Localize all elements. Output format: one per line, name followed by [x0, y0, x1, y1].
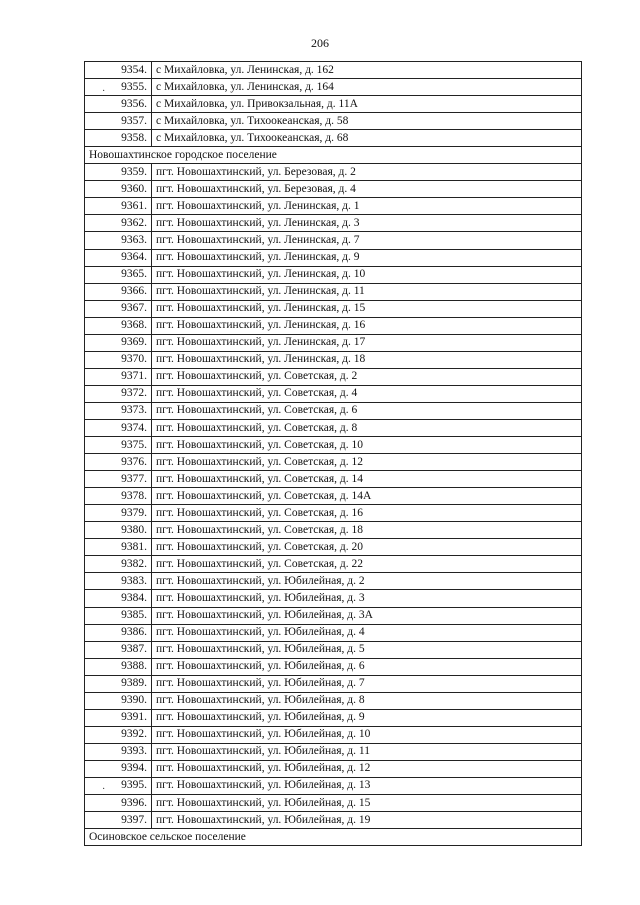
row-number: 9377.: [85, 471, 152, 488]
table-row: [85, 368, 582, 385]
row-number: 9386.: [85, 624, 152, 641]
row-address: пгт. Новошахтинский, ул. Ленинская, д. 1: [152, 198, 582, 215]
row-number: 9393.: [85, 743, 152, 760]
row-address: пгт. Новошахтинский, ул. Советская, д. 8: [152, 419, 582, 436]
row-address: пгт. Новошахтинский, ул. Ленинская, д. 16: [152, 317, 582, 334]
row-number: 9368.: [85, 317, 152, 334]
row-address: пгт. Новошахтинский, ул. Юбилейная, д. 6: [152, 658, 582, 675]
table-row: [85, 283, 582, 300]
table-row: [85, 300, 582, 317]
row-address: пгт. Новошахтинский, ул. Юбилейная, д. 7: [152, 675, 582, 692]
table-row: [85, 624, 582, 641]
row-number: 9394.: [85, 760, 152, 777]
row-address: пгт. Новошахтинский, ул. Юбилейная, д. 19: [152, 812, 582, 829]
row-number: 9376.: [85, 454, 152, 471]
row-address: с Михайловка, ул. Привокзальная, д. 11А: [152, 96, 582, 113]
section-title: Новошахтинское городское поселение: [85, 147, 582, 164]
row-address: пгт. Новошахтинский, ул. Советская, д. 6: [152, 402, 582, 419]
row-address: с Михайловка, ул. Тихоокеанская, д. 68: [152, 130, 582, 147]
table-row: [85, 675, 582, 692]
table-row: [85, 215, 582, 232]
row-number: 9364.: [85, 249, 152, 266]
row-address: пгт. Новошахтинский, ул. Юбилейная, д. 3А: [152, 607, 582, 624]
row-address: пгт. Новошахтинский, ул. Ленинская, д. 9: [152, 249, 582, 266]
address-table-body: [85, 62, 582, 846]
row-address: пгт. Новошахтинский, ул. Ленинская, д. 3: [152, 215, 582, 232]
row-address: пгт. Новошахтинский, ул. Советская, д. 18: [152, 522, 582, 539]
table-row: [85, 62, 582, 79]
table-row: [85, 96, 582, 113]
row-number: 9369.: [85, 334, 152, 351]
row-number: 9389.: [85, 675, 152, 692]
table-row: [85, 402, 582, 419]
table-row: [85, 760, 582, 777]
table-row: [85, 743, 582, 760]
row-address: пгт. Новошахтинский, ул. Ленинская, д. 7: [152, 232, 582, 249]
table-row: [85, 249, 582, 266]
table-row: [85, 266, 582, 283]
row-number: 9397.: [85, 812, 152, 829]
row-number: 9371.: [85, 368, 152, 385]
section-title: Осиновское сельское поселение: [85, 829, 582, 846]
table-row: [85, 641, 582, 658]
row-number: 9387.: [85, 641, 152, 658]
row-address: пгт. Новошахтинский, ул. Ленинская, д. 17: [152, 334, 582, 351]
row-number: 9354.: [85, 62, 152, 79]
table-row: [85, 590, 582, 607]
row-address: пгт. Новошахтинский, ул. Ленинская, д. 15: [152, 300, 582, 317]
table-row: [85, 130, 582, 147]
row-number: 9375.: [85, 437, 152, 454]
table-row: [85, 607, 582, 624]
row-number: 9363.: [85, 232, 152, 249]
row-number: 9382.: [85, 556, 152, 573]
row-address: пгт. Новошахтинский, ул. Ленинская, д. 18: [152, 351, 582, 368]
scan-speck: ·: [102, 86, 106, 97]
table-row: [85, 692, 582, 709]
table-row: [85, 658, 582, 675]
row-address: пгт. Новошахтинский, ул. Советская, д. 14: [152, 471, 582, 488]
row-number: 9384.: [85, 590, 152, 607]
row-number: 9355.: [85, 79, 152, 96]
table-row: [85, 505, 582, 522]
row-address: пгт. Новошахтинский, ул. Советская, д. 2: [152, 368, 582, 385]
table-row: [85, 539, 582, 556]
row-address: пгт. Новошахтинский, ул. Юбилейная, д. 4: [152, 624, 582, 641]
row-address: пгт. Новошахтинский, ул. Юбилейная, д. 11: [152, 743, 582, 760]
address-table: [84, 61, 582, 846]
row-address: пгт. Новошахтинский, ул. Юбилейная, д. 3: [152, 590, 582, 607]
row-number: 9359.: [85, 164, 152, 181]
row-number: 9379.: [85, 505, 152, 522]
row-number: 9396.: [85, 795, 152, 812]
row-address: пгт. Новошахтинский, ул. Юбилейная, д. 2: [152, 573, 582, 590]
section-header-row: [85, 147, 582, 164]
row-address: пгт. Новошахтинский, ул. Советская, д. 12: [152, 454, 582, 471]
table-row: [85, 181, 582, 198]
row-number: 9365.: [85, 266, 152, 283]
row-number: 9356.: [85, 96, 152, 113]
row-number: 9374.: [85, 419, 152, 436]
row-number: 9385.: [85, 607, 152, 624]
table-row: [85, 232, 582, 249]
page-number: 206: [311, 36, 329, 50]
row-number: 9366.: [85, 283, 152, 300]
row-number: 9392.: [85, 726, 152, 743]
row-address: пгт. Новошахтинский, ул. Ленинская, д. 11: [152, 283, 582, 300]
row-number: 9361.: [85, 198, 152, 215]
table-row: [85, 812, 582, 829]
table-row: [85, 488, 582, 505]
row-address: пгт. Новошахтинский, ул. Советская, д. 14А: [152, 488, 582, 505]
table-row: [85, 709, 582, 726]
table-row: [85, 385, 582, 402]
row-address: пгт. Новошахтинский, ул. Советская, д. 22: [152, 556, 582, 573]
row-address: пгт. Новошахтинский, ул. Юбилейная, д. 10: [152, 726, 582, 743]
table-row: [85, 795, 582, 812]
row-address: пгт. Новошахтинский, ул. Юбилейная, д. 12: [152, 760, 582, 777]
row-number: 9391.: [85, 709, 152, 726]
table-row: [85, 454, 582, 471]
row-number: 9378.: [85, 488, 152, 505]
row-address: пгт. Новошахтинский, ул. Юбилейная, д. 9: [152, 709, 582, 726]
table-row: [85, 556, 582, 573]
row-address: пгт. Новошахтинский, ул. Юбилейная, д. 5: [152, 641, 582, 658]
row-number: 9370.: [85, 351, 152, 368]
row-address: пгт. Новошахтинский, ул. Советская, д. 16: [152, 505, 582, 522]
table-row: [85, 726, 582, 743]
row-address: пгт. Новошахтинский, ул. Березовая, д. 4: [152, 181, 582, 198]
row-number: 9372.: [85, 385, 152, 402]
row-address: пгт. Новошахтинский, ул. Березовая, д. 2: [152, 164, 582, 181]
row-address: пгт. Новошахтинский, ул. Ленинская, д. 10: [152, 266, 582, 283]
table-row: [85, 334, 582, 351]
row-address: с Михайловка, ул. Тихоокеанская, д. 58: [152, 113, 582, 130]
table-row: [85, 777, 582, 794]
row-address: пгт. Новошахтинский, ул. Юбилейная, д. 15: [152, 795, 582, 812]
row-number: 9388.: [85, 658, 152, 675]
table-row: [85, 573, 582, 590]
row-number: 9381.: [85, 539, 152, 556]
row-address: с Михайловка, ул. Ленинская, д. 164: [152, 79, 582, 96]
row-number: 9383.: [85, 573, 152, 590]
row-address: пгт. Новошахтинский, ул. Советская, д. 20: [152, 539, 582, 556]
table-row: [85, 437, 582, 454]
row-number: 9362.: [85, 215, 152, 232]
table-row: [85, 351, 582, 368]
table-row: [85, 164, 582, 181]
table-row: [85, 522, 582, 539]
table-row: [85, 79, 582, 96]
row-number: 9395.: [85, 777, 152, 794]
row-address: пгт. Новошахтинский, ул. Советская, д. 10: [152, 437, 582, 454]
table-row: [85, 198, 582, 215]
table-row: [85, 419, 582, 436]
row-number: 9357.: [85, 113, 152, 130]
row-number: 9380.: [85, 522, 152, 539]
row-address: пгт. Новошахтинский, ул. Советская, д. 4: [152, 385, 582, 402]
table-row: [85, 113, 582, 130]
row-address: пгт. Новошахтинский, ул. Юбилейная, д. 13: [152, 777, 582, 794]
row-number: 9358.: [85, 130, 152, 147]
section-header-row: [85, 829, 582, 846]
row-number: 9367.: [85, 300, 152, 317]
row-number: 9373.: [85, 402, 152, 419]
table-row: [85, 317, 582, 334]
scan-speck: ·: [102, 784, 106, 795]
row-address: пгт. Новошахтинский, ул. Юбилейная, д. 8: [152, 692, 582, 709]
row-address: с Михайловка, ул. Ленинская, д. 162: [152, 62, 582, 79]
row-number: 9390.: [85, 692, 152, 709]
row-number: 9360.: [85, 181, 152, 198]
table-row: [85, 471, 582, 488]
